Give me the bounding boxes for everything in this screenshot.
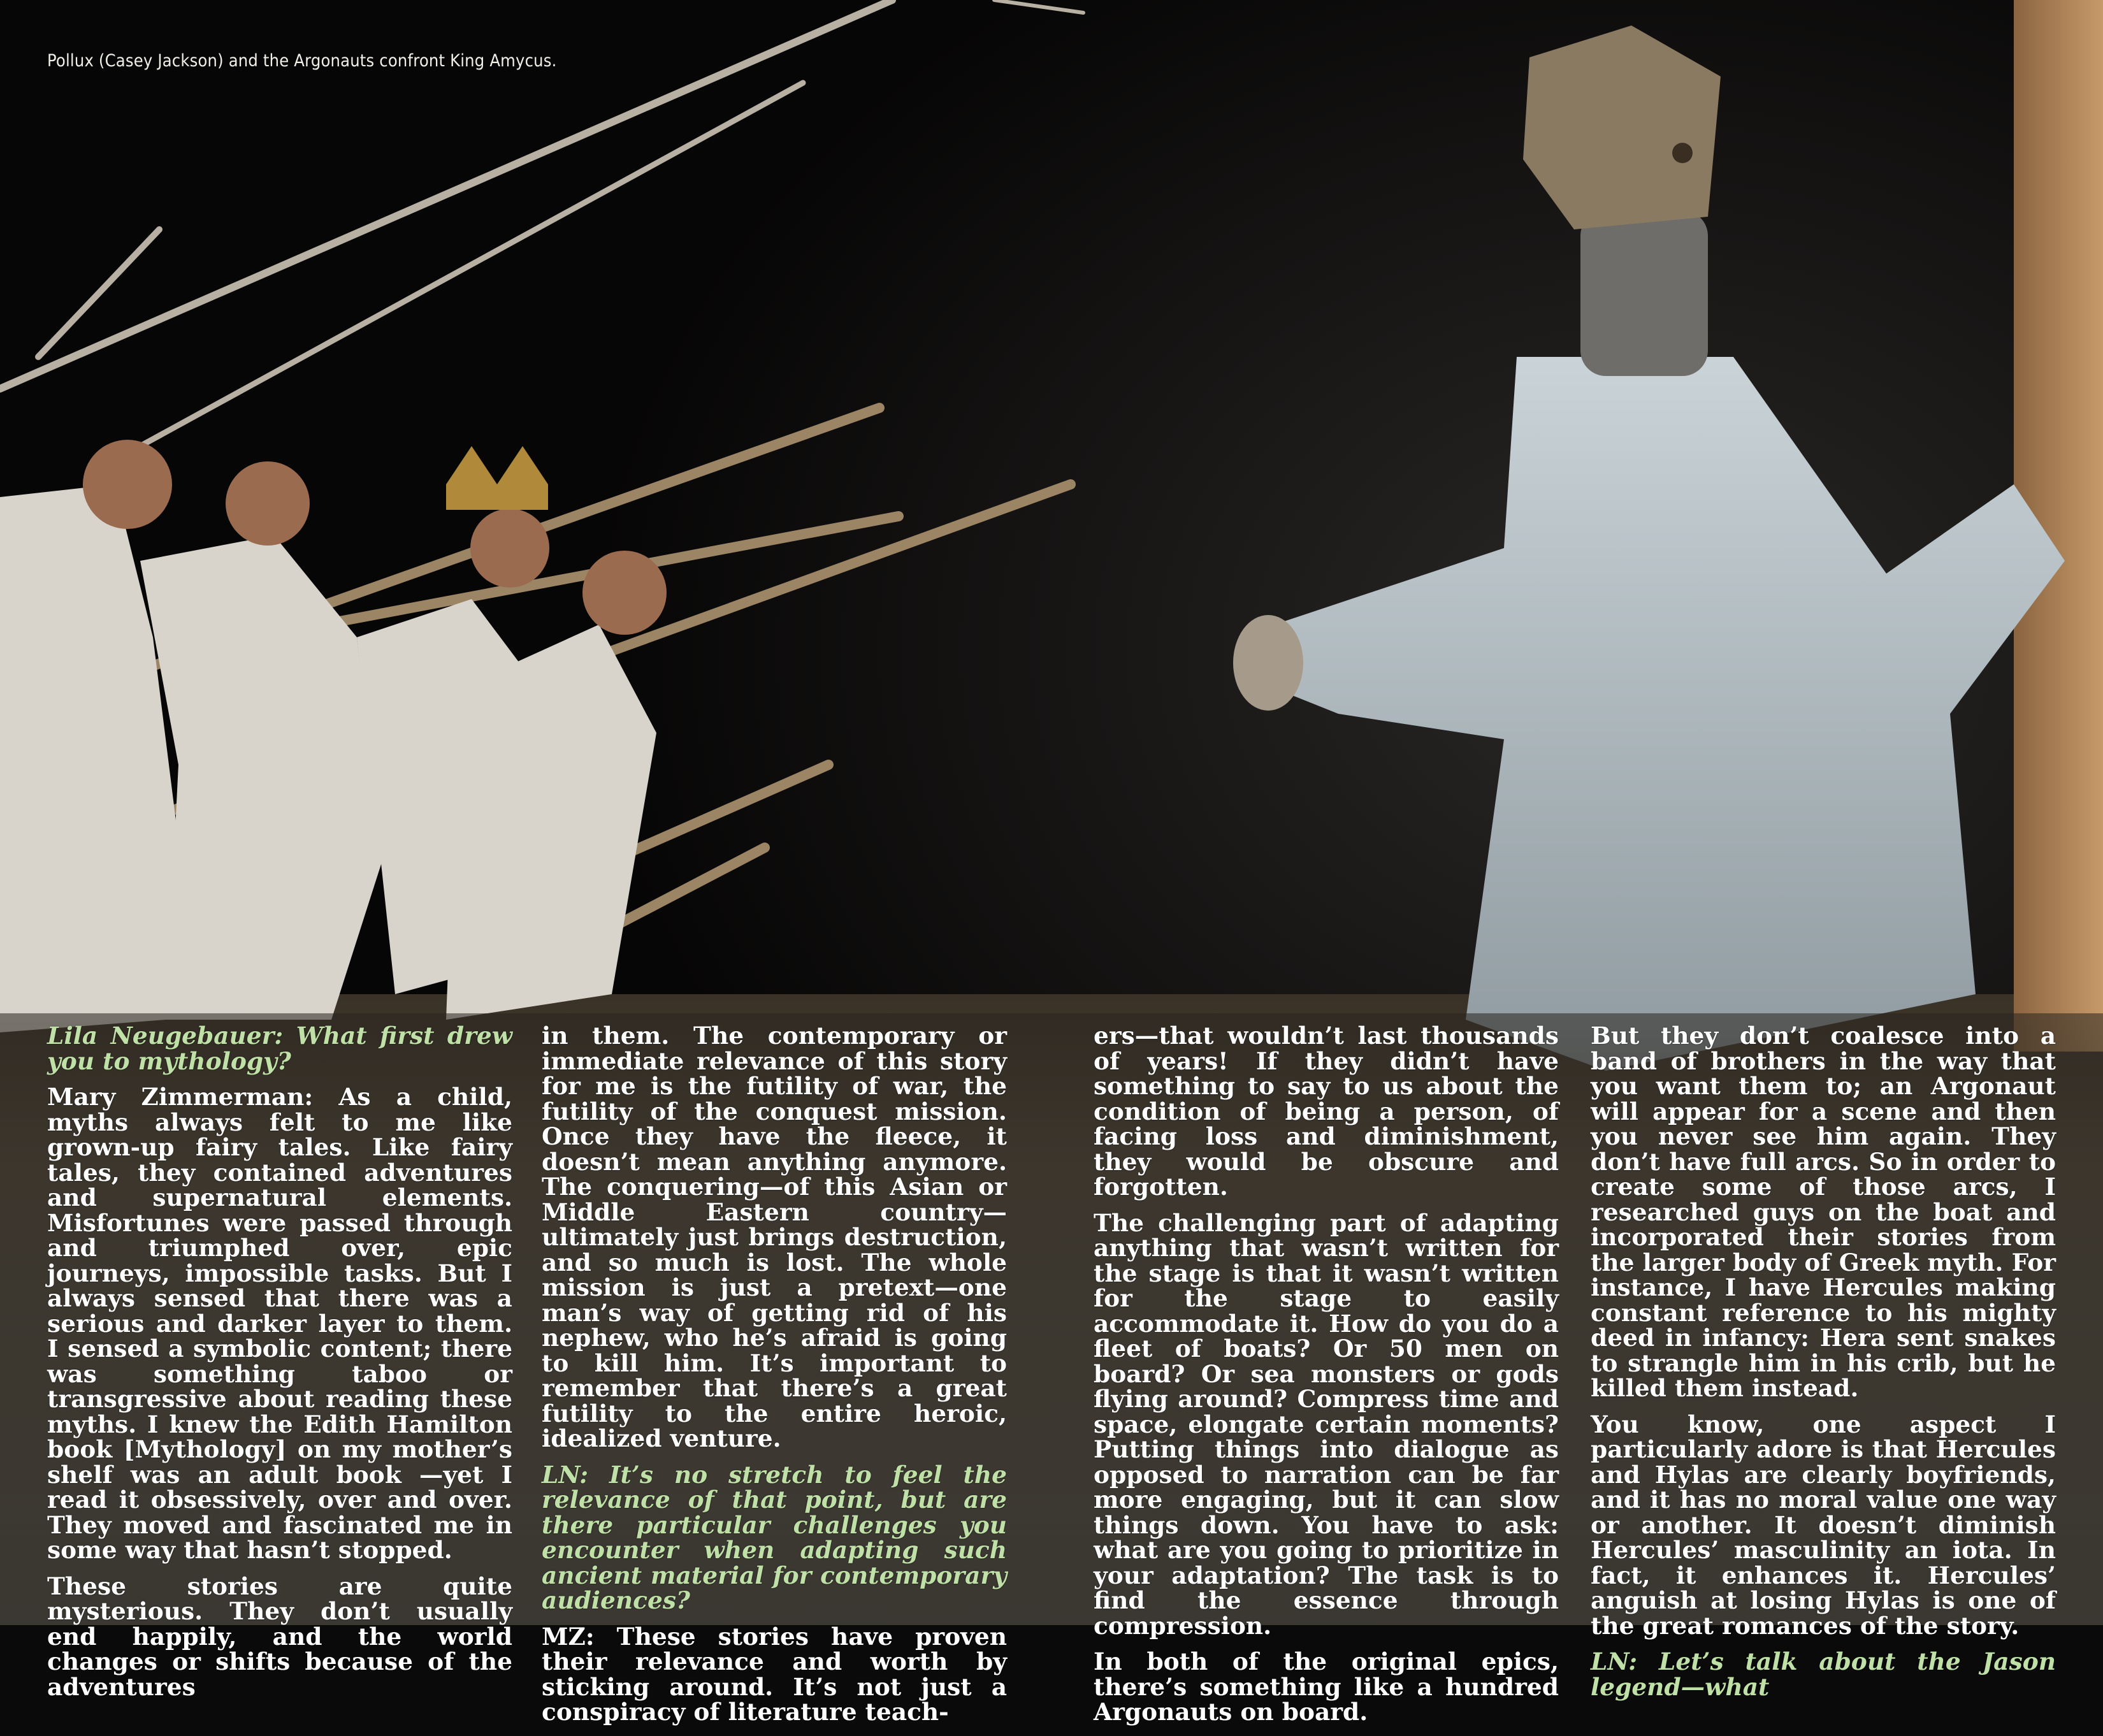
answer-paragraph: In both of the original epics, there’s something like a hundred Argonauts on board. bbox=[1094, 1647, 1559, 1726]
answer-paragraph: But they don’t coalesce into a band of brothers in the way that you want them to; an Argonaut will appear for a scene and then you never see him again. They don’t have full arcs. So in order to create some of those arcs, I researched guys on the boat and incorporated their stories from the larger body of Greek myth. For instance, I have Hercules making constant reference to his mighty deed in infancy: Hera sent snakes to strangle him in his crib, but he killed them instead. bbox=[1591, 1022, 2056, 1402]
interview-column-3 bbox=[1094, 1024, 1559, 1736]
question-paragraph: Lila Neugebauer: What first drew you to mythology? bbox=[47, 1022, 512, 1075]
question-paragraph: LN: It’s no stretch to feel the relevance of that point, but are there particular challenges you encounter when adapting such ancient material for contemporary audiences? bbox=[542, 1460, 1007, 1614]
answer-paragraph: Mary Zimmerman: As a child, myths always felt to me like grown-up fairy tales. Like fairy tales, they contained adventures and supernatural elements. Misfortunes were passed through and triumphed over, epic journeys, impossible tasks. But I always sensed that there was a serious and darker layer to them. I sensed a symbolic content; there was something taboo or transgressive about reading these myths. I knew the Edith Hamilton book [Mythology] on my mother’s shelf was an adult book —yet I read it obsessively, over and over. They moved and fascinated me in some way that hasn’t stopped. bbox=[47, 1083, 512, 1564]
answer-paragraph: ers—that wouldn’t last thousands of years! If they didn’t have something to say to us about the condition of being a person, of facing loss and diminishment, they would be obscure and forgotten. bbox=[1094, 1022, 1559, 1201]
answer-paragraph: MZ: These stories have proven their relevance and worth by sticking around. It’s not just a conspiracy of literature teach- bbox=[542, 1622, 1007, 1726]
interview-column-2 bbox=[542, 1024, 1007, 1736]
answer-paragraph: in them. The contemporary or immediate relevance of this story for me is the futility of war, the futility of the conquest mission. Once they have the fleece, it doesn’t mean anything anymore. The conquering—of this Asian or Middle Eastern country—ultimately just brings destruction, and so much is lost. The whole mission is just a pretext—one man’s way of getting rid of his nephew, who he’s afraid is going to kill him. It’s important to remember that there’s a great futility to the entire heroic, idealized venture. bbox=[542, 1022, 1007, 1452]
answer-paragraph: These stories are quite mysterious. They don’t usually end happily, and the world changes or shifts because of the adventures bbox=[47, 1572, 512, 1701]
interview-column-4 bbox=[1591, 1024, 2056, 1711]
interview-column-1 bbox=[47, 1024, 512, 1711]
question-paragraph: LN: Let’s talk about the Jason legend—what bbox=[1591, 1647, 2056, 1701]
answer-paragraph: The challenging part of adapting anything that wasn’t written for the stage is that it wasn’t written for the stage to easily accommodate it. How do you do a fleet of boats? Or 50 men on board? Or sea monsters or gods flying around? Compress time and space, elongate certain moments? Putting things into dialogue as opposed to narration can be far more engaging, but it can slow things down. You have to ask: what are you going to prioritize in your adaptation? The task is to find the essence through compression. bbox=[1094, 1208, 1559, 1640]
answer-paragraph: You know, one aspect I particularly adore is that Hercules and Hylas are clearly boyfriends, and it has no moral value one way or another. It doesn’t diminish Hercules’ masculinity an iota. In fact, it enhances it. Hercules’ anguish at losing Hylas is one of the great romances of the story. bbox=[1591, 1410, 2056, 1640]
photo-caption: Pollux (Casey Jackson) and the Argonauts confront King Amycus. bbox=[47, 51, 557, 71]
